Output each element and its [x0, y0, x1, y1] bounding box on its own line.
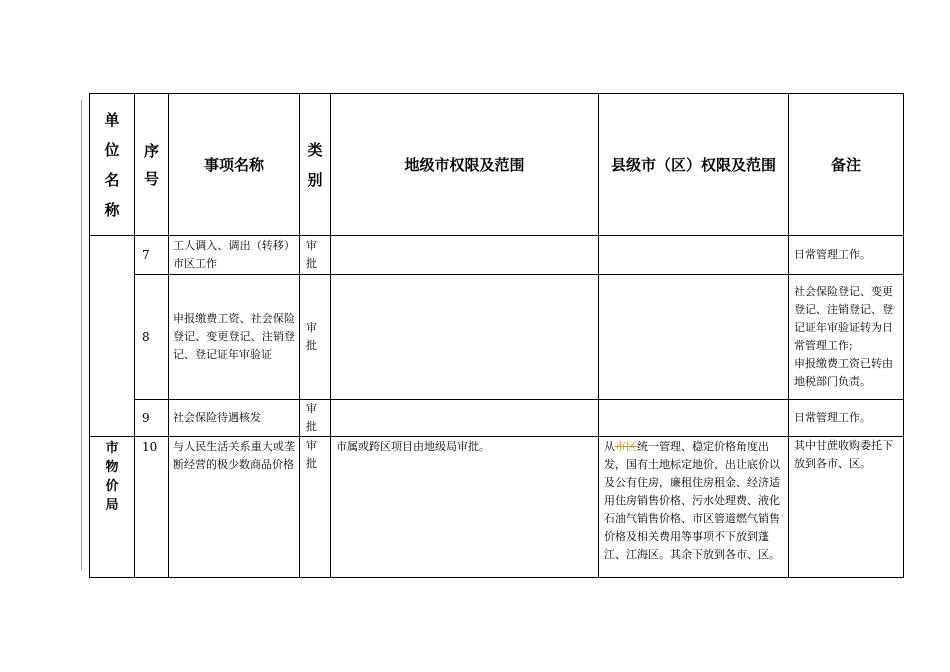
remark-line: 日常管理工作。 — [794, 411, 871, 424]
unit-header-char: 称 — [104, 200, 120, 219]
unit-char: 价 — [105, 479, 119, 494]
remark-cell — [789, 437, 904, 578]
table-row — [90, 236, 904, 275]
unit-char: 局 — [105, 498, 119, 513]
remark-line: 社会保险登记、变更登记、注销登记、登记证年审验证转为日常管理工作; — [794, 285, 893, 352]
unit-cell — [90, 437, 135, 578]
page-margin-line — [81, 100, 82, 570]
type-char: 审 — [306, 239, 317, 252]
table-row — [90, 437, 904, 578]
county-scope-header: 县级市（区）权限及范围 — [599, 94, 789, 236]
seq-header-char: 号 — [143, 169, 159, 188]
type-char: 批 — [306, 457, 317, 470]
item-name-cell: 申报缴费工资、社会保险登记、变更登记、注销登记、登记证年审验证 — [169, 275, 300, 400]
unit-cell-empty — [90, 236, 135, 437]
remark-line: 日常管理工作。 — [794, 248, 871, 261]
remarks-header: 备注 — [789, 94, 904, 236]
type-char: 批 — [306, 420, 317, 433]
type-char: 审 — [306, 439, 317, 452]
table-row — [90, 275, 904, 400]
city-scope-cell — [331, 400, 599, 437]
item-name-cell: 社会保险待遇核发 — [169, 400, 300, 437]
seq-cell: 10 — [135, 437, 169, 578]
county-scope-cell — [599, 437, 789, 578]
seq-header — [135, 94, 169, 236]
remark-line: 申报缴费工资已转由地税部门负责。 — [794, 357, 893, 388]
remark-cell — [789, 236, 904, 275]
header-row — [90, 94, 904, 236]
county-text-rest: 统一管理、稳定价格角度出发，国有土地标定地价、出让底价以及公有住房，廉租住房租金、经济适用住房销售价格、污水处理费、液化石油气销售价格、市区管道燃气销售价格及相关费用等事项不下放到蓬江、江海区。其余下放到各市、区。 — [604, 440, 780, 561]
seq-cell: 7 — [135, 236, 169, 275]
type-char: 审 — [306, 402, 317, 415]
unit-char: 物 — [105, 460, 119, 475]
remark-cell — [789, 275, 904, 400]
item-name-cell: 工人调入、调出（转移）市区工作 — [169, 236, 300, 275]
tracked-deletion: 市区 — [615, 440, 637, 453]
type-char: 批 — [306, 339, 317, 352]
type-header-char: 类 — [307, 140, 323, 159]
city-scope-cell: 市属或跨区项目由地级局审批。 — [331, 437, 599, 578]
remark-cell — [789, 400, 904, 437]
table-row — [90, 400, 904, 437]
type-header-char: 别 — [307, 170, 323, 189]
item-name-cell: 与人民生活关系重大或垄断经营的极少数商品价格 — [169, 437, 300, 578]
unit-header-char: 单 — [104, 110, 120, 129]
type-char: 审 — [306, 321, 317, 334]
authority-table — [89, 93, 904, 578]
unit-header-char: 位 — [104, 140, 120, 159]
unit-char: 市 — [105, 441, 119, 456]
type-cell — [300, 236, 331, 275]
county-scope-cell — [599, 275, 789, 400]
city-scope-header: 地级市权限及范围 — [331, 94, 599, 236]
item-name-header: 事项名称 — [169, 94, 300, 236]
seq-cell: 9 — [135, 400, 169, 437]
type-cell — [300, 400, 331, 437]
county-scope-cell — [599, 400, 789, 437]
seq-cell: 8 — [135, 275, 169, 400]
remark-line: 其中甘蔗收购委托下放到各市、区。 — [794, 439, 893, 470]
unit-header-char: 名 — [104, 170, 120, 189]
city-scope-cell — [331, 236, 599, 275]
type-cell — [300, 275, 331, 400]
city-scope-cell — [331, 275, 599, 400]
county-scope-cell — [599, 236, 789, 275]
type-cell — [300, 437, 331, 578]
county-text-prefix: 从 — [604, 440, 615, 453]
unit-header — [90, 94, 135, 236]
seq-header-char: 序 — [143, 141, 159, 160]
type-header — [300, 94, 331, 236]
type-char: 批 — [306, 257, 317, 270]
